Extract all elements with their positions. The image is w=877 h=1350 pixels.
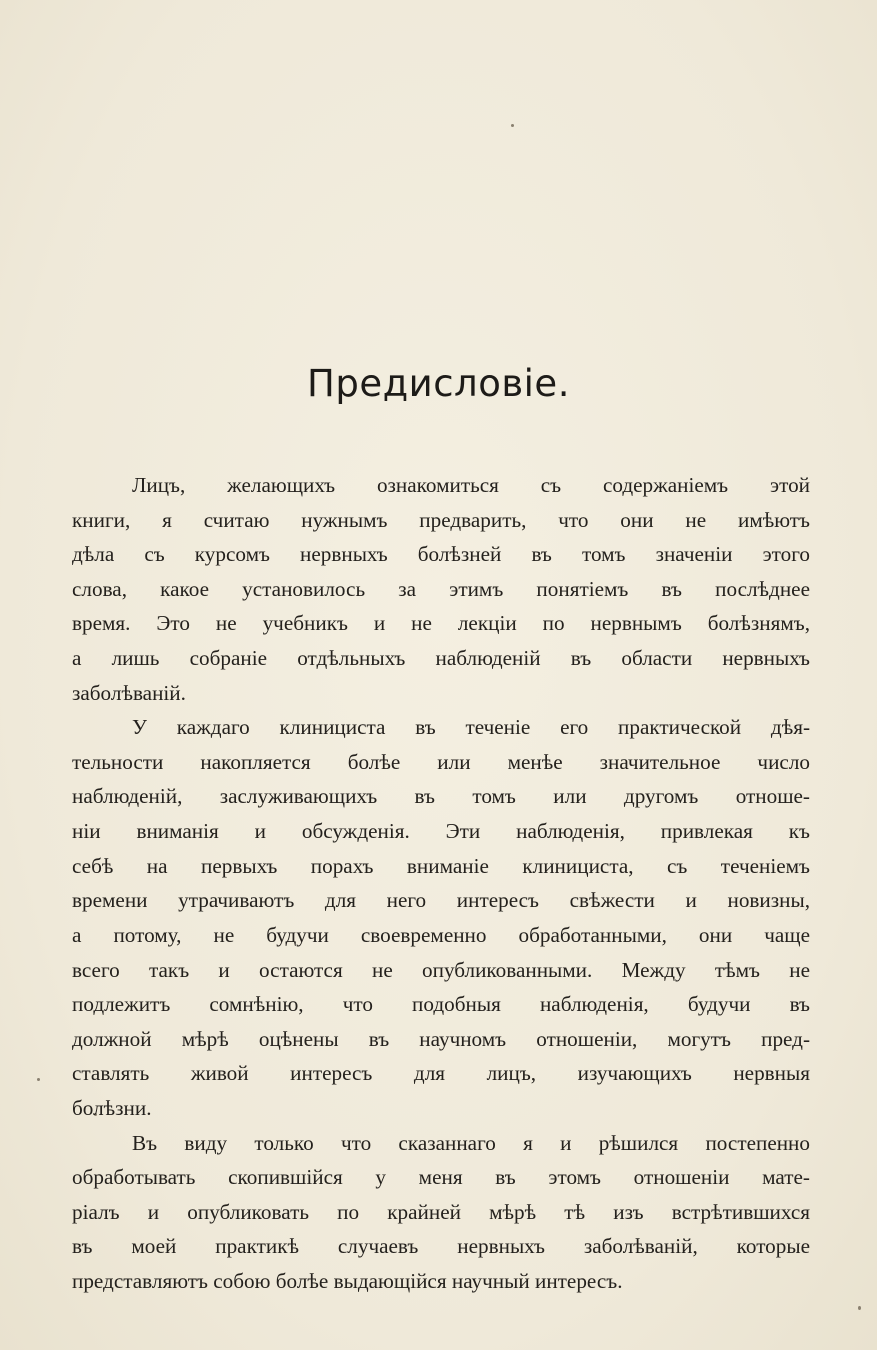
text-line: дѣла съ курсомъ нервныхъ болѣзней въ томъ значеніи этого — [72, 542, 810, 567]
text-line: болѣзни. — [72, 1095, 152, 1120]
text-line: заболѣваній. — [72, 680, 186, 705]
text-line: а потому, не будучи своевременно обработанными, они чаще — [72, 922, 810, 947]
text-line: подлежитъ сомнѣнію, что подобныя наблюденія, будучи въ — [72, 992, 810, 1017]
text-line: себѣ на первыхъ порахъ вниманіе клинициста, съ теченіемъ — [72, 853, 810, 878]
text-line: наблюденій, заслуживающихъ въ томъ или другомъ отноше- — [72, 784, 810, 809]
preface-text — [72, 468, 810, 1299]
text-line: въ моей практикѣ случаевъ нервныхъ заболѣваній, которые — [72, 1234, 810, 1259]
text-line: должной мѣрѣ оцѣнены въ научномъ отношеніи, могутъ пред- — [72, 1026, 810, 1051]
text-line: слова, какое установилось за этимъ понятіемъ въ послѣднее — [72, 576, 810, 601]
page-title: Предисловіе. — [307, 362, 570, 405]
text-line: Въ виду только что сказаннаго я и рѣшился постепенно — [132, 1130, 810, 1155]
text-line: ставлять живой интересъ для лицъ, изучающихъ нервныя — [72, 1061, 810, 1086]
text-line: У каждаго клинициста въ теченіе его практической дѣя- — [132, 715, 810, 740]
text-line: Лицъ, желающихъ ознакомиться съ содержаніемъ этой — [132, 473, 810, 497]
text-line: представляютъ собою болѣе выдающійся научный интересъ. — [72, 1269, 623, 1294]
text-line: ріалъ и опубликовать по крайней мѣрѣ тѣ изъ встрѣтившихся — [72, 1199, 810, 1224]
text-line: ніи вниманія и обсужденія. Эти наблюденія, привлекая къ — [72, 819, 810, 844]
text-line: книги, я считаю нужнымъ предварить, что они не имѣютъ — [72, 507, 810, 532]
paper-speck — [37, 1078, 40, 1081]
text-line: всего такъ и остаются не опубликованными. Между тѣмъ не — [72, 957, 810, 982]
text-line: обработывать скопившійся у меня въ этомъ отношеніи мате- — [72, 1165, 810, 1190]
paper-speck — [858, 1306, 861, 1310]
paper-speck — [511, 124, 514, 127]
text-line: время. Это не учебникъ и не лекціи по нервнымъ болѣзнямъ, — [72, 611, 810, 636]
text-line: тельности накопляется болѣе или менѣе значительное число — [72, 749, 810, 774]
text-line: времени утрачиваютъ для него интересъ свѣжести и новизны, — [72, 888, 810, 913]
text-line: а лишь собраніе отдѣльныхъ наблюденій въ области нервныхъ — [72, 646, 810, 671]
